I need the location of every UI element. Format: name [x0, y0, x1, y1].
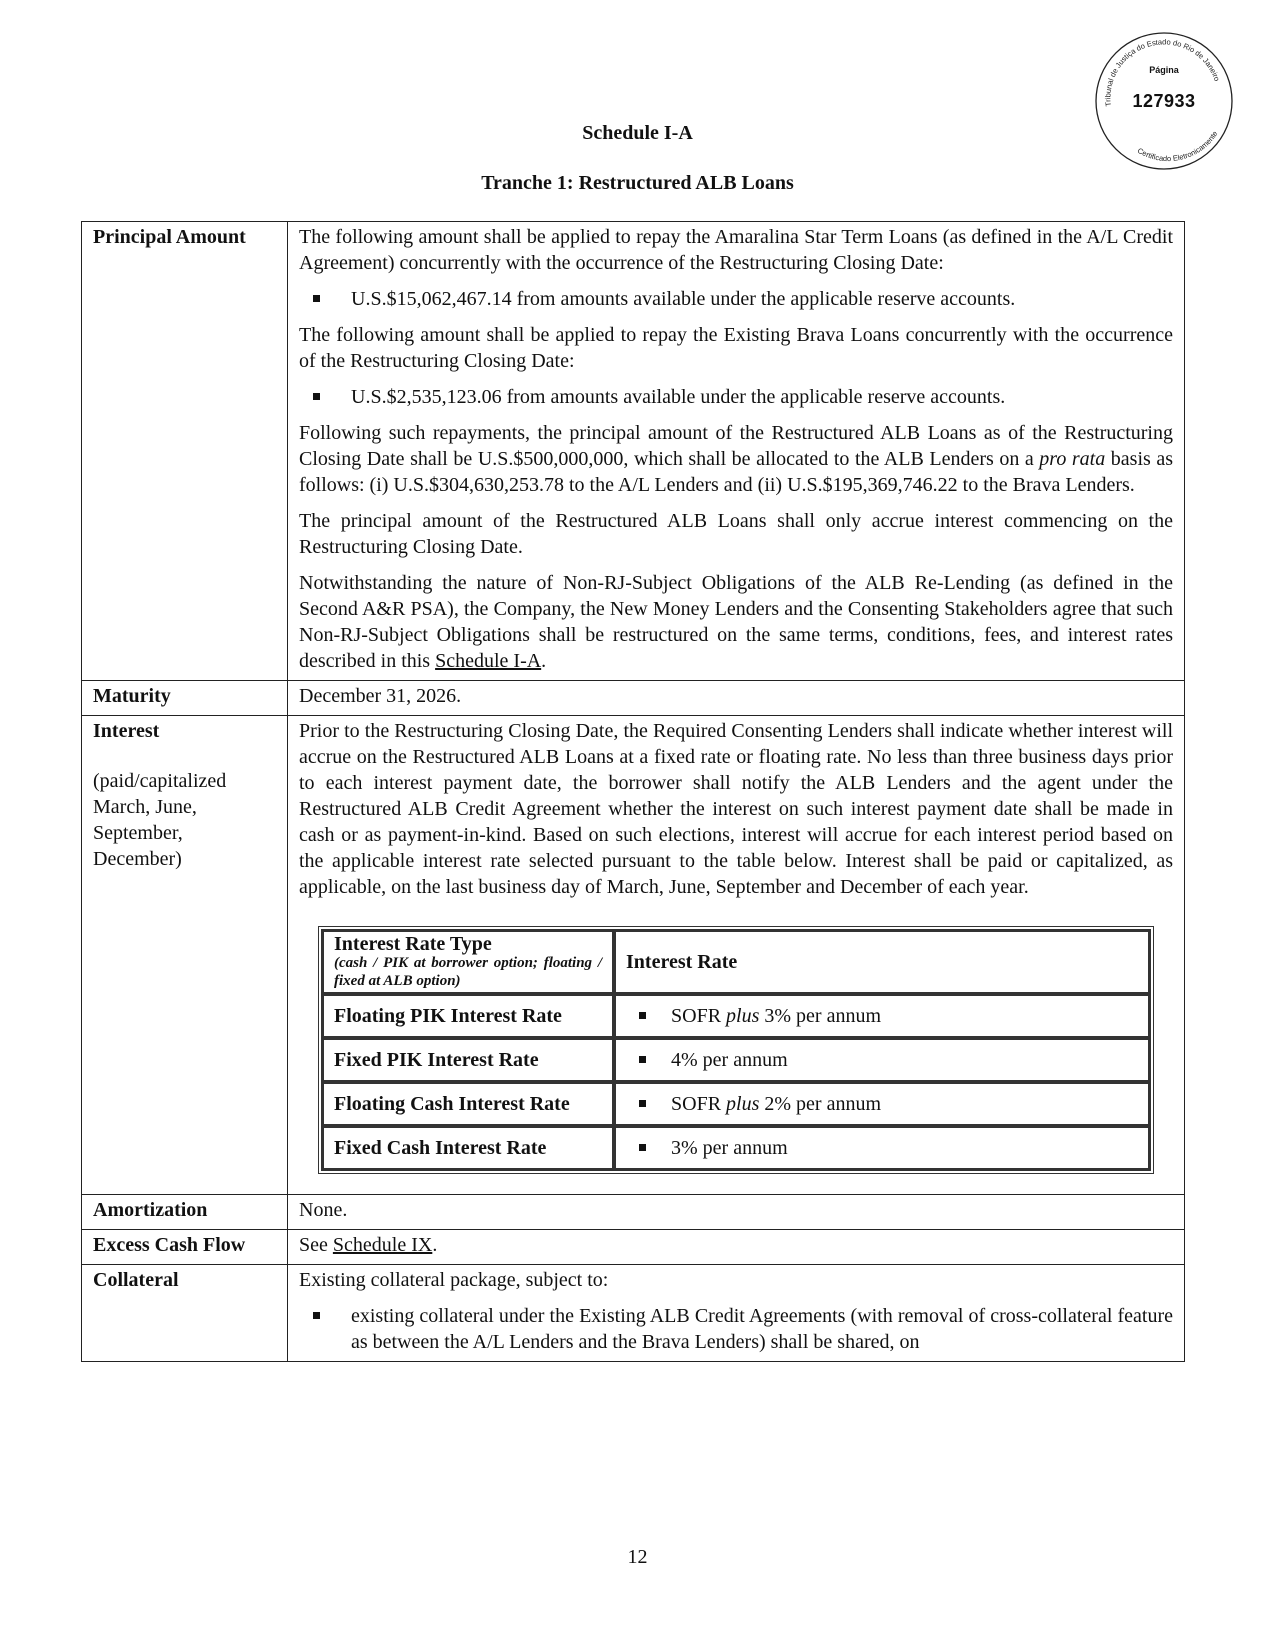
principal-amount-label: Principal Amount [93, 226, 246, 248]
rate-row [322, 994, 1150, 1038]
rate-type-name: Fixed Cash Interest Rate [322, 1126, 614, 1170]
principal-bullet-1: U.S.$15,062,467.14 from amounts available under the applicable reserve accounts. [299, 286, 1173, 312]
rate-row [322, 1038, 1150, 1082]
stamp-page-number: 127933 [1132, 91, 1196, 111]
row-principal-amount [82, 222, 1185, 681]
square-bullet-icon [313, 295, 320, 302]
interest-paragraph: Prior to the Restructuring Closing Date, the Required Consenting Lenders shall indicate whether interest will accrue on the Restructured ALB Loans at a fixed rate or floating rate. No less than three business days prior to each interest payment date, the borrower shall notify the ALB Lenders and the agent under the Restructured ALB Credit Agreement whether the interest on such interest payment date shall be made in cash or as payment-in-kind. Based on such elections, interest will accrue for each interest period based on the applicable interest rate selected pursuant to the table below. Interest shall be paid or capitalized, as applicable, on the last business day of March, June, September and December of each year. [299, 720, 1173, 898]
rate-row [322, 1126, 1150, 1170]
rate-value: SOFR plus 2% per annum [614, 1082, 1150, 1126]
principal-paragraph-1: The following amount shall be applied to repay the Amaralina Star Term Loans (as defined in the A/L Credit Agreement) concurrently with the occurrence of the Restructuring Closing Date: [299, 226, 1173, 274]
page-number: 12 [627, 1546, 648, 1568]
interest-rate-type-header: Interest Rate Type [334, 933, 492, 955]
collateral-paragraph: Existing collateral package, subject to: [299, 1269, 609, 1291]
term-sheet-table [81, 221, 1185, 1362]
rate-row [322, 1082, 1150, 1126]
schedule-ix-link[interactable]: Schedule IX [332, 1234, 433, 1256]
row-amortization [82, 1195, 1185, 1230]
square-bullet-icon [639, 1144, 646, 1151]
excess-cash-flow-label: Excess Cash Flow [93, 1234, 246, 1256]
rate-value: 3% per annum [614, 1126, 1150, 1170]
rate-type-name: Fixed PIK Interest Rate [322, 1038, 614, 1082]
rate-table-header [322, 930, 1150, 994]
principal-paragraph-3: Following such repayments, the principal amount of the Restructured ALB Loans as of the Restructuring Closing Date shall be U.S.$500,000,000, which shall be allocated to the ALB Lenders on a pro rata basis as follows: (i) U.S.$304,630,253.78 to the A/L Lenders and (ii) U.S.$195,369,746.22 to the Brava Lenders. [299, 422, 1173, 496]
square-bullet-icon [639, 1100, 646, 1107]
maturity-label: Maturity [93, 685, 171, 707]
seal-arc-text-top: Tribunal de Justiça do Estado do Rio de Janeiro [1103, 37, 1222, 107]
row-interest [82, 716, 1185, 1195]
excess-cash-flow-value: See Schedule IX. [288, 1230, 1185, 1265]
rate-type-name: Floating Cash Interest Rate [322, 1082, 614, 1126]
row-collateral [82, 1265, 1185, 1362]
amortization-label: Amortization [93, 1199, 208, 1221]
principal-bullet-2: U.S.$2,535,123.06 from amounts available under the applicable reserve accounts. [299, 384, 1173, 410]
square-bullet-icon [639, 1012, 646, 1019]
collateral-label: Collateral [93, 1269, 179, 1291]
rate-value: 4% per annum [614, 1038, 1150, 1082]
tranche-title: Tranche 1: Restructured ALB Loans [481, 172, 794, 194]
schedule-i-a-link[interactable]: Schedule I-A [435, 650, 542, 672]
seal-arc-text-bottom: Certificado Eletronicamente [1135, 129, 1220, 164]
amortization-value: None. [288, 1195, 1185, 1230]
principal-paragraph-2: The following amount shall be applied to repay the Existing Brava Loans concurrently with the occurrence of the Restructuring Closing Date: [299, 324, 1173, 372]
row-maturity [82, 681, 1185, 716]
row-excess-cash-flow [82, 1230, 1185, 1265]
square-bullet-icon [639, 1056, 646, 1063]
rate-value: SOFR plus 3% per annum [614, 994, 1150, 1038]
collateral-bullet: existing collateral under the Existing ALB Credit Agreements (with removal of cross-collateral feature as between the A/L Lenders and the Brava Lenders) shall be shared, on [299, 1303, 1173, 1355]
interest-rate-header: Interest Rate [626, 951, 738, 973]
principal-paragraph-5: Notwithstanding the nature of Non-RJ-Subject Obligations of the ALB Re-Lending (as defined in the Second A&R PSA), the Company, the New Money Lenders and the Consenting Stakeholders agree that such Non-RJ-Subject Obligations shall be restructured on the same terms, conditions, fees, and interest rates described in this Schedule I-A. [299, 572, 1173, 672]
stamp-pagina-label: Página [1149, 65, 1179, 75]
square-bullet-icon [313, 1312, 320, 1319]
interest-label: Interest [93, 720, 160, 742]
interest-payment-months: (paid/capitalized March, June, September, December) [93, 770, 227, 870]
schedule-title: Schedule I-A [582, 122, 693, 144]
interest-rate-type-subheader: (cash / PIK at borrower option; floating / fixed at ALB option) [334, 955, 602, 989]
principal-paragraph-4: The principal amount of the Restructured ALB Loans shall only accrue interest commencing on the Restructuring Closing Date. [299, 510, 1173, 558]
interest-rate-table [318, 926, 1154, 1174]
maturity-value: December 31, 2026. [288, 681, 1185, 716]
court-seal-stamp [1093, 30, 1235, 172]
square-bullet-icon [313, 393, 320, 400]
rate-type-name: Floating PIK Interest Rate [322, 994, 614, 1038]
